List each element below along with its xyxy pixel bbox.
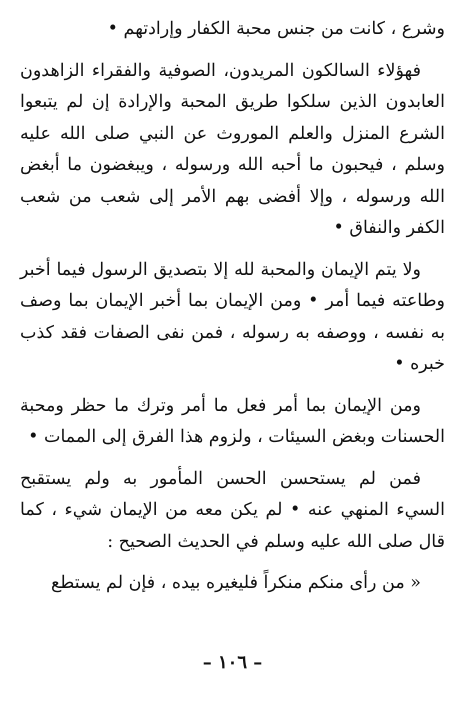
paragraph-approval: فمن لم يستحسن الحسن المأمور به ولم يستقبح السيء المنهي عنه • لم يكن معه من الإيمان شيء ، كما قال صلى الله عليه وسلم في الحديث الصحيح : bbox=[20, 468, 445, 552]
paragraph-hadith-quote: « من رأى منكم منكراً فليغيره بيده ، فإن لم يستطع bbox=[51, 573, 421, 593]
paragraph-continuation: وشرع ، كانت من جنس محبة الكفار وإرادتهم • bbox=[107, 19, 445, 39]
paragraph-commands: ومن الإيمان بما أمر فعل ما أمر وترك ما حظر ومحبة الحسنات وبغض السيئات ، ولزوم هذا الفرق إلى الممات • bbox=[20, 395, 445, 447]
paragraph-seekers: فهؤلاء السالكون المريدون، الصوفية والفقراء الزاهدون العابدون الذين سلكوا طريق المحبة والإرادة إن لم يتبعوا الشرع المنزل والعلم الموروث عن النبي صلى الله عليه وسلم ، فيحبون ما أحبه الله ورسوله ، ويبغضون ما أبغض الله ورسوله ، وإلا أفضى بهم الأمر إلى شعب من شعب الكفر والنفاق • bbox=[20, 60, 445, 238]
page-number: – ١٠٦ – bbox=[202, 652, 263, 673]
paragraph-faith-and-love: ولا يتم الإيمان والمحبة لله إلا بتصديق الرسول فيما أخبر وطاعته فيما أمر • ومن الإيمان بما أخبر الإيمان بما وصف به نفسه ، ووصفه به رسوله ، فمن نفى الصفات فقد كذب خبره • bbox=[20, 259, 445, 374]
body-text bbox=[20, 14, 445, 600]
